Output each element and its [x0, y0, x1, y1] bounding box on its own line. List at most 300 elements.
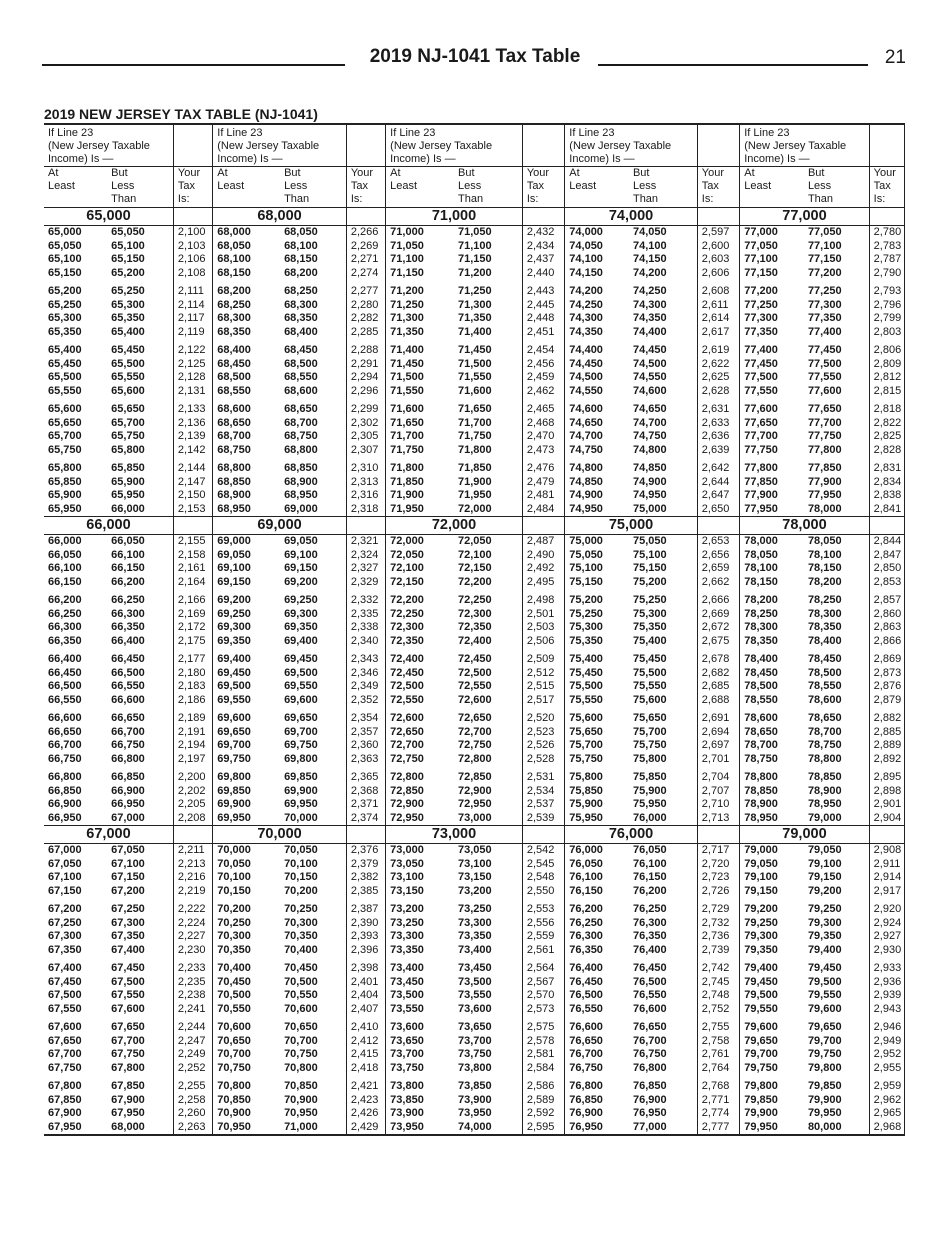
table-row — [44, 917, 905, 931]
but-less-than-value: 71,550 — [458, 371, 492, 383]
table-row — [44, 1021, 905, 1035]
tax-value: 2,650 — [697, 503, 739, 517]
but-less-than-value: 71,750 — [458, 430, 492, 442]
if-line-text: Income) Is — — [48, 153, 114, 165]
tax-value: 2,462 — [522, 385, 564, 399]
at-least-value: 76,400 — [569, 962, 603, 974]
table-row — [44, 712, 905, 726]
but-less-than-value: 75,700 — [632, 725, 667, 738]
at-least-value: 70,400 — [217, 962, 251, 974]
at-least-value: 72,650 — [390, 725, 424, 738]
if-line-text: If Line 23 — [48, 127, 94, 139]
at-least-value: 75,000 — [569, 535, 603, 547]
but-less-than-value: 75,950 — [632, 798, 667, 810]
at-least-value: 73,350 — [390, 943, 424, 956]
section-heading-spacer — [346, 517, 385, 535]
but-less-than-value: 78,600 — [807, 693, 842, 706]
but-less-than-value: 74,950 — [632, 489, 667, 501]
at-least-value: 78,800 — [744, 771, 778, 783]
at-least-value: 68,200 — [217, 285, 251, 297]
at-least-value: 65,700 — [48, 430, 82, 442]
but-less-than-value: 73,750 — [458, 1048, 492, 1060]
but-less-than-value: 78,950 — [807, 798, 842, 810]
but-less-than-value: 75,800 — [632, 752, 667, 765]
at-least-value: 70,350 — [217, 943, 251, 956]
tax-value: 2,704 — [697, 771, 739, 785]
but-less-than-value: 69,400 — [284, 634, 318, 647]
tax-value: 2,119 — [173, 326, 212, 340]
at-least-value: 74,700 — [569, 430, 603, 442]
tax-value: 2,509 — [522, 653, 564, 667]
but-less-than-value: 76,450 — [632, 962, 667, 974]
tax-value: 2,459 — [522, 371, 564, 385]
but-less-than-value: 75,100 — [632, 548, 667, 561]
but-less-than-value: 78,300 — [807, 607, 842, 620]
tax-value: 2,611 — [697, 299, 739, 313]
but-less-text: But — [284, 167, 301, 179]
but-less-than-value: 67,000 — [111, 811, 145, 824]
section-heading: 69,000 — [213, 517, 347, 535]
tax-value: 2,224 — [173, 917, 212, 931]
at-least-value: 65,450 — [48, 357, 82, 370]
but-less-than-value: 71,400 — [458, 325, 492, 338]
tax-value: 2,799 — [869, 312, 904, 326]
but-less-than-value: 73,950 — [458, 1107, 492, 1119]
at-least-value: 76,050 — [569, 857, 603, 870]
but-less-than-value: 67,850 — [111, 1080, 145, 1092]
but-less-than-value: 77,000 — [629, 1121, 697, 1136]
table-row — [44, 312, 905, 326]
tax-value: 2,895 — [869, 771, 904, 785]
your-tax-header — [346, 167, 385, 208]
but-less-than-value: 65,050 — [111, 226, 145, 238]
tax-value: 2,501 — [522, 608, 564, 622]
at-least-value: 73,000 — [390, 844, 424, 856]
tax-value: 2,238 — [173, 989, 212, 1003]
section-heading-spacer — [697, 517, 739, 535]
at-least-value: 78,300 — [744, 621, 778, 633]
tax-value: 2,260 — [173, 1107, 212, 1121]
your-tax-text: Tax — [701, 180, 719, 192]
tax-value: 2,857 — [869, 594, 904, 608]
at-least-value: 77,400 — [744, 344, 778, 356]
tax-value: 2,128 — [173, 371, 212, 385]
but-less-than-value: 69,850 — [284, 771, 318, 783]
at-least-value: 65,650 — [48, 416, 82, 429]
tax-value: 2,114 — [173, 299, 212, 313]
if-line-text: (New Jersey Taxable — [744, 140, 847, 152]
but-less-than-value: 78,000 — [807, 502, 842, 515]
but-less-than-value: 72,750 — [458, 739, 492, 751]
tax-value: 2,768 — [697, 1080, 739, 1094]
at-least-value: 70,950 — [213, 1121, 280, 1136]
tax-value: 2,415 — [346, 1048, 385, 1062]
at-least-value: 65,000 — [48, 226, 82, 238]
at-least-value: 74,150 — [569, 266, 603, 279]
at-least-value: 79,050 — [744, 857, 778, 870]
at-least-value: 74,400 — [569, 344, 603, 356]
section-heading: 77,000 — [740, 208, 869, 226]
at-least-value: 72,950 — [390, 811, 424, 824]
section-heading-spacer — [869, 826, 904, 844]
tax-value: 2,589 — [522, 1094, 564, 1108]
tax-value: 2,564 — [522, 962, 564, 976]
section-heading-spacer — [173, 517, 212, 535]
but-less-than-value: 77,050 — [807, 226, 842, 238]
tax-value: 2,385 — [346, 885, 385, 899]
but-less-than-value: 65,750 — [111, 430, 145, 442]
tax-value: 2,713 — [697, 812, 739, 826]
at-least-value: 71,600 — [390, 403, 424, 415]
but-less-than-value: 78,450 — [807, 653, 842, 665]
but-less-than-value: 67,800 — [111, 1061, 145, 1074]
at-least-value: 70,700 — [217, 1048, 251, 1060]
but-less-than-value: 79,200 — [807, 884, 842, 897]
tax-value: 2,327 — [346, 562, 385, 576]
tax-value: 2,249 — [173, 1048, 212, 1062]
tax-value: 2,853 — [869, 576, 904, 590]
but-less-than-value: 68,100 — [284, 239, 318, 252]
tax-value: 2,144 — [173, 462, 212, 476]
but-less-text: Than — [284, 193, 310, 205]
but-less-than-value: 72,650 — [458, 712, 492, 724]
but-less-than-value: 77,550 — [807, 371, 842, 383]
but-less-than-value: 77,150 — [807, 253, 842, 265]
table-row — [44, 976, 905, 990]
at-least-value: 74,050 — [569, 239, 603, 252]
tax-value: 2,622 — [697, 358, 739, 372]
tax-value: 2,266 — [346, 226, 385, 240]
at-least-value: 75,200 — [569, 594, 603, 606]
at-least-value: 69,800 — [217, 771, 251, 783]
at-least-value: 75,500 — [569, 680, 603, 692]
but-less-than-value: 77,450 — [807, 344, 842, 356]
tax-value: 2,758 — [697, 1035, 739, 1049]
tax-value: 2,407 — [346, 1003, 385, 1017]
tax-value: 2,619 — [697, 344, 739, 358]
but-less-than-value: 71,150 — [458, 253, 492, 265]
tax-value: 2,445 — [522, 299, 564, 313]
at-least-value: 68,300 — [217, 312, 251, 324]
at-least-value: 69,250 — [217, 607, 251, 620]
but-less-than-value: 73,450 — [458, 962, 492, 974]
tax-value: 2,379 — [346, 858, 385, 872]
but-less-than-value: 77,600 — [807, 384, 842, 397]
at-least-value: 72,200 — [390, 594, 424, 606]
tax-value: 2,528 — [522, 753, 564, 767]
but-less-than-value: 68,150 — [284, 253, 318, 265]
but-less-than-value: 74,150 — [632, 253, 667, 265]
tax-value: 2,147 — [173, 476, 212, 490]
at-least-value: 75,400 — [569, 653, 603, 665]
tax-value: 2,904 — [869, 812, 904, 826]
but-less-than-value: 76,550 — [632, 989, 667, 1001]
tax-value: 2,285 — [346, 326, 385, 340]
but-less-than-value: 73,050 — [458, 844, 492, 856]
tax-value: 2,914 — [869, 871, 904, 885]
at-least-value: 74,800 — [569, 462, 603, 474]
at-least-value: 68,700 — [217, 430, 251, 442]
at-least-value: 79,650 — [744, 1034, 778, 1047]
section-heading: 71,000 — [386, 208, 523, 226]
at-least-value: 72,900 — [390, 798, 424, 810]
tax-value: 2,553 — [522, 903, 564, 917]
if-line-text: If Line 23 — [569, 127, 615, 139]
tax-value: 2,592 — [522, 1107, 564, 1121]
tax-value: 2,834 — [869, 476, 904, 490]
at-least-value: 71,750 — [390, 443, 424, 456]
tax-value: 2,296 — [346, 385, 385, 399]
your-tax-text: Your — [873, 167, 896, 179]
tax-value: 2,930 — [869, 944, 904, 958]
but-less-than-value: 73,100 — [458, 857, 492, 870]
at-least-value: 78,650 — [744, 725, 778, 738]
but-less-than-value: 79,150 — [807, 871, 842, 883]
but-less-than-value: 67,900 — [111, 1093, 145, 1106]
but-less-than-value: 70,900 — [284, 1093, 318, 1106]
section-heading-spacer — [173, 208, 212, 226]
but-less-than-value: 70,300 — [284, 916, 318, 929]
table-row — [44, 371, 905, 385]
at-least-value: 73,950 — [386, 1121, 454, 1136]
at-least-value: 66,400 — [48, 653, 82, 665]
tax-value: 2,889 — [869, 739, 904, 753]
tax-value: 2,423 — [346, 1094, 385, 1108]
at-least-value: 67,800 — [48, 1080, 82, 1092]
at-least-value: 66,800 — [48, 771, 82, 783]
your-tax-text: Tax — [350, 180, 368, 192]
tax-value: 2,329 — [346, 576, 385, 590]
at-least-value: 66,950 — [48, 811, 82, 824]
tax-value: 2,354 — [346, 712, 385, 726]
at-least-text: At — [217, 167, 228, 179]
at-least-value: 79,000 — [744, 844, 778, 856]
but-less-text: But — [111, 167, 128, 179]
but-less-than-value: 74,600 — [632, 384, 667, 397]
tax-value: 2,955 — [869, 1062, 904, 1076]
tax-value: 2,186 — [173, 694, 212, 708]
but-less-than-value: 70,250 — [284, 903, 318, 915]
tax-value: 2,142 — [173, 444, 212, 458]
table-row — [44, 930, 905, 944]
at-least-value: 78,850 — [744, 784, 778, 797]
at-least-value: 79,750 — [744, 1061, 778, 1074]
but-less-than-value: 72,300 — [458, 607, 492, 620]
tax-value: 2,863 — [869, 621, 904, 635]
at-least-value: 74,950 — [569, 502, 603, 515]
tax-value: 2,822 — [869, 417, 904, 431]
but-less-text: Less — [284, 180, 308, 192]
at-least-value: 65,550 — [48, 384, 82, 397]
but-less-than-value: 67,200 — [111, 884, 145, 897]
but-less-than-value: 67,050 — [111, 844, 145, 856]
tax-value: 2,526 — [522, 739, 564, 753]
but-less-than-value: 74,000 — [454, 1121, 522, 1136]
header-rule-right — [598, 64, 868, 66]
tax-value: 2,434 — [522, 240, 564, 254]
tax-value: 2,537 — [522, 798, 564, 812]
but-less-than-value: 73,300 — [458, 916, 492, 929]
tax-value: 2,688 — [697, 694, 739, 708]
tax-value: 2,307 — [346, 444, 385, 458]
but-less-than-value: 77,700 — [807, 416, 842, 429]
at-least-value: 66,050 — [48, 548, 82, 561]
but-less-than-value: 78,800 — [807, 752, 842, 765]
at-least-value: 67,750 — [48, 1061, 82, 1074]
but-less-than-value: 74,100 — [632, 239, 667, 252]
but-less-than-value: 74,400 — [632, 325, 667, 338]
but-less-than-value: 77,400 — [807, 325, 842, 338]
at-least-value: 77,600 — [744, 403, 778, 415]
at-least-value: 77,800 — [744, 462, 778, 474]
table-row — [44, 1094, 905, 1108]
tax-value: 2,321 — [346, 535, 385, 549]
at-least-value: 71,800 — [390, 462, 424, 474]
but-less-than-value: 65,550 — [111, 371, 145, 383]
but-less-than-value: 72,950 — [458, 798, 492, 810]
tax-value: 2,943 — [869, 1003, 904, 1017]
but-less-than-value: 71,600 — [458, 384, 492, 397]
if-line-text: If Line 23 — [390, 127, 436, 139]
but-less-text: But — [807, 167, 825, 179]
tax-value: 2,153 — [173, 503, 212, 517]
tax-value: 2,363 — [346, 753, 385, 767]
at-least-value: 78,100 — [744, 562, 778, 574]
at-least-value: 75,800 — [569, 771, 603, 783]
tax-value: 2,426 — [346, 1107, 385, 1121]
at-least-value: 69,850 — [217, 784, 251, 797]
but-less-than-value: 74,550 — [632, 371, 667, 383]
tax-value: 2,531 — [522, 771, 564, 785]
but-less-than-value: 65,500 — [111, 357, 145, 370]
tax-value: 2,324 — [346, 549, 385, 563]
tax-value: 2,227 — [173, 930, 212, 944]
but-less-than-value: 76,700 — [632, 1034, 667, 1047]
but-less-than-value: 67,400 — [111, 943, 145, 956]
but-less-than-value: 70,950 — [284, 1107, 318, 1119]
but-less-than-value: 78,200 — [807, 575, 842, 588]
tax-value: 2,517 — [522, 694, 564, 708]
but-less-than-value: 75,250 — [632, 594, 667, 606]
but-less-than-value: 69,500 — [284, 666, 318, 679]
but-less-than-value: 78,050 — [807, 535, 842, 547]
tax-value: 2,241 — [173, 1003, 212, 1017]
but-less-than-value: 73,900 — [458, 1093, 492, 1106]
tax-value: 2,631 — [697, 403, 739, 417]
but-less-than-value: 75,000 — [632, 502, 667, 515]
but-less-than-value: 68,700 — [284, 416, 318, 429]
tax-value: 2,432 — [522, 226, 564, 240]
at-least-value: 78,900 — [744, 798, 778, 810]
but-less-than-value: 75,150 — [632, 562, 667, 574]
but-less-than-header — [280, 167, 346, 208]
at-least-value: 79,400 — [744, 962, 778, 974]
but-less-than-value: 71,200 — [458, 266, 492, 279]
but-less-than-value: 79,300 — [807, 916, 842, 929]
but-less-than-value: 79,250 — [807, 903, 842, 915]
table-row — [44, 344, 905, 358]
at-least-value: 69,500 — [217, 680, 251, 692]
at-least-value: 76,850 — [569, 1093, 603, 1106]
at-least-value: 76,350 — [569, 943, 603, 956]
at-least-value: 65,300 — [48, 312, 82, 324]
at-least-value: 66,250 — [48, 607, 82, 620]
tax-value: 2,729 — [697, 903, 739, 917]
at-least-value: 74,500 — [569, 371, 603, 383]
at-least-value: 78,150 — [744, 575, 778, 588]
at-least-value: 70,650 — [217, 1034, 251, 1047]
tax-value: 2,340 — [346, 635, 385, 649]
at-least-value: 67,350 — [48, 943, 82, 956]
but-less-than-value: 72,450 — [458, 653, 492, 665]
at-least-value: 78,200 — [744, 594, 778, 606]
but-less-than-value: 73,150 — [458, 871, 492, 883]
at-least-value: 69,100 — [217, 562, 251, 574]
at-least-header — [386, 167, 454, 208]
but-less-than-value: 68,600 — [284, 384, 318, 397]
but-less-than-value: 79,650 — [807, 1021, 842, 1033]
tax-value: 2,659 — [697, 562, 739, 576]
at-least-value: 65,350 — [48, 325, 82, 338]
tax-value: 2,793 — [869, 285, 904, 299]
at-least-value: 78,050 — [744, 548, 778, 561]
at-least-value: 79,500 — [744, 989, 778, 1001]
but-less-than-value: 75,650 — [632, 712, 667, 724]
at-least-value: 79,300 — [744, 930, 778, 942]
at-least-value: 77,650 — [744, 416, 778, 429]
your-tax-text: Your — [701, 167, 725, 179]
at-least-value: 75,900 — [569, 798, 603, 810]
at-least-value: 67,000 — [48, 844, 82, 856]
if-line-text: Income) Is — — [390, 153, 456, 165]
at-least-value: 78,500 — [744, 680, 778, 692]
tax-header-spacer — [346, 124, 385, 167]
at-least-value: 72,150 — [390, 575, 424, 588]
but-less-than-value: 78,550 — [807, 680, 842, 692]
table-row — [44, 594, 905, 608]
but-less-than-value: 68,550 — [284, 371, 318, 383]
but-less-than-value: 73,250 — [458, 903, 492, 915]
tax-value: 2,161 — [173, 562, 212, 576]
table-row — [44, 785, 905, 799]
but-less-than-value: 78,700 — [807, 725, 842, 738]
but-less-than-value: 65,200 — [111, 266, 145, 279]
tax-value: 2,548 — [522, 871, 564, 885]
tax-value: 2,374 — [346, 812, 385, 826]
your-tax-text: Is: — [177, 193, 190, 205]
but-less-than-header — [629, 167, 697, 208]
tax-value: 2,106 — [173, 253, 212, 267]
tax-value: 2,838 — [869, 489, 904, 503]
table-row — [44, 285, 905, 299]
but-less-than-value: 71,000 — [280, 1121, 346, 1136]
but-less-than-value: 78,900 — [807, 784, 842, 797]
if-line-text: Income) Is — — [744, 153, 810, 165]
at-least-value: 67,250 — [48, 916, 82, 929]
but-less-than-value: 69,150 — [284, 562, 318, 574]
tax-header-spacer — [522, 124, 564, 167]
tax-value: 2,803 — [869, 326, 904, 340]
at-least-value: 65,500 — [48, 371, 82, 383]
at-least-value: 75,550 — [569, 693, 603, 706]
but-less-than-value: 74,700 — [632, 416, 667, 429]
at-least-value: 77,200 — [744, 285, 778, 297]
at-least-value: 74,600 — [569, 403, 603, 415]
but-less-text: Than — [632, 193, 659, 205]
tax-value: 2,736 — [697, 930, 739, 944]
at-least-value: 77,050 — [744, 239, 778, 252]
tax-value: 2,901 — [869, 798, 904, 812]
